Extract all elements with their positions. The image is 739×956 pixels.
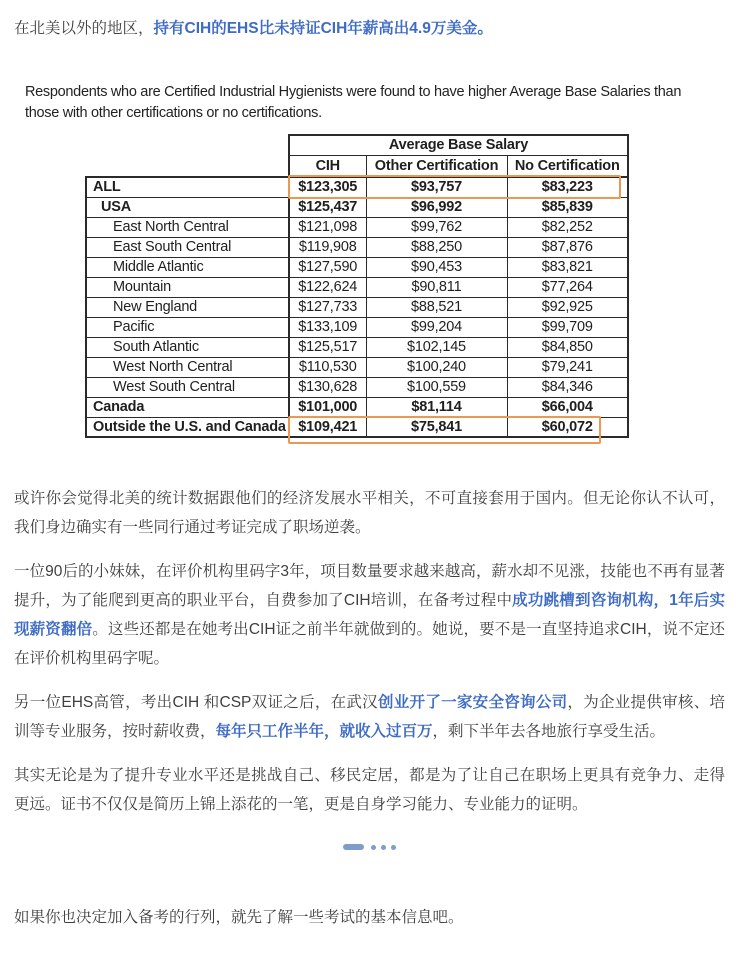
- body-text: 在北美以外的地区，: [14, 20, 154, 37]
- body-text: 其实无论是为了提升专业水平还是挑战自己、移民定居，都是为了让自己在职场上更具有竞争力、走得更远。证书不仅仅是简历上锦上添花的一笔，更是自身学习能力、专业能力的证明。: [14, 767, 725, 813]
- table-row: [86, 397, 628, 417]
- region-label: West North Central: [86, 357, 289, 377]
- region-label: East South Central: [86, 237, 289, 257]
- salary-value: $127,733: [289, 297, 366, 317]
- region-label: West South Central: [86, 377, 289, 397]
- salary-value: $88,521: [366, 297, 507, 317]
- salary-value: $93,757: [366, 177, 507, 197]
- body-text: 。这些还都是在她考出CIH证之前半年就做到的。她说，要不是一直坚持追求CIH，说不定还在评价机构里码字呢。: [14, 621, 725, 667]
- table-row: [86, 417, 628, 437]
- salary-value: $77,264: [507, 277, 628, 297]
- salary-value: $66,004: [507, 397, 628, 417]
- divider-dash-icon: [343, 844, 364, 850]
- table-row: [86, 297, 628, 317]
- section-divider: [14, 843, 725, 851]
- salary-value: $84,346: [507, 377, 628, 397]
- salary-value: $87,876: [507, 237, 628, 257]
- salary-value: $109,421: [289, 417, 366, 437]
- salary-value: $110,530: [289, 357, 366, 377]
- salary-value: $84,850: [507, 337, 628, 357]
- salary-value: $90,453: [366, 257, 507, 277]
- salary-value: $82,252: [507, 217, 628, 237]
- salary-value: $130,628: [289, 377, 366, 397]
- salary-value: $100,559: [366, 377, 507, 397]
- salary-value: $101,000: [289, 397, 366, 417]
- salary-value: $127,590: [289, 257, 366, 277]
- salary-value: $92,925: [507, 297, 628, 317]
- paragraph: [14, 688, 725, 746]
- table-row: [86, 277, 628, 297]
- column-header-cih: CIH: [289, 155, 366, 177]
- table-group-header-row: [86, 135, 628, 155]
- salary-value: $121,098: [289, 217, 366, 237]
- salary-table: [85, 134, 629, 438]
- emphasis-text: 每年只工作半年，就收入过百万: [215, 723, 433, 740]
- region-label: Pacific: [86, 317, 289, 337]
- region-label: South Atlantic: [86, 337, 289, 357]
- divider-dot-icon: [371, 845, 376, 850]
- table-row: [86, 237, 628, 257]
- region-label: USA: [86, 197, 289, 217]
- region-label: Canada: [86, 397, 289, 417]
- lead-paragraph: [14, 14, 725, 43]
- salary-value: $99,204: [366, 317, 507, 337]
- paragraph: [14, 557, 725, 673]
- table-row: [86, 217, 628, 237]
- figure-caption: Respondents who are Certified Industrial Hygienists were found to have higher Average Base Salaries than those with other certifications or no certifications.: [25, 84, 682, 121]
- table-group-header: Average Base Salary: [289, 135, 628, 155]
- table-column-header-row: [86, 155, 628, 177]
- table-row: [86, 377, 628, 397]
- salary-value: $123,305: [289, 177, 366, 197]
- salary-value: $99,709: [507, 317, 628, 337]
- body-text: ，为企业提供审核、培训等专业服务，按时薪收费，: [14, 694, 725, 740]
- emphasis-text: 持有CIH的EHS比未持证CIH年薪高出4.9万美金。: [153, 20, 493, 37]
- body-text: ，剩下半年去各地旅行享受生活。: [432, 723, 666, 740]
- blank-header-cell: [86, 155, 289, 177]
- salary-value: $119,908: [289, 237, 366, 257]
- salary-table-wrap: [85, 134, 645, 438]
- region-label: Outside the U.S. and Canada: [86, 417, 289, 437]
- table-row: [86, 197, 628, 217]
- blank-header-cell: [86, 135, 289, 155]
- table-row: [86, 337, 628, 357]
- salary-value: $81,114: [366, 397, 507, 417]
- salary-value: $125,517: [289, 337, 366, 357]
- body-text: 如果你也决定加入备考的行列，就先了解一些考试的基本信息吧。: [14, 909, 464, 926]
- column-header-no-certification: No Certification: [507, 155, 628, 177]
- emphasis-text: 创业开了一家安全咨询公司: [377, 694, 568, 711]
- region-label: Middle Atlantic: [86, 257, 289, 277]
- salary-value: $102,145: [366, 337, 507, 357]
- table-row: [86, 357, 628, 377]
- salary-table-body: [86, 177, 628, 437]
- salary-value: $83,821: [507, 257, 628, 277]
- salary-value: $96,992: [366, 197, 507, 217]
- table-row: [86, 177, 628, 197]
- article-paragraphs: [14, 484, 725, 819]
- salary-value: $122,624: [289, 277, 366, 297]
- table-row: [86, 257, 628, 277]
- closing-paragraph: [14, 903, 725, 932]
- salary-value: $90,811: [366, 277, 507, 297]
- salary-value: $85,839: [507, 197, 628, 217]
- salary-value: $125,437: [289, 197, 366, 217]
- emphasis-text: 成功跳槽到咨询机构，1年后实现薪资翻倍: [14, 592, 726, 638]
- salary-value: $99,762: [366, 217, 507, 237]
- divider-dot-icon: [381, 845, 386, 850]
- salary-value: $133,109: [289, 317, 366, 337]
- body-text: 另一位EHS高管，考出CIH 和CSP双证之后，在武汉: [14, 694, 378, 711]
- salary-value: $83,223: [507, 177, 628, 197]
- salary-figure: [14, 82, 725, 438]
- body-text: 一位90后的小妹妹，在评价机构里码字3年，项目数量要求越来越高，薪水却不见涨，技能也不再有显著提升，为了能爬到更高的职业平台，自费参加了CIH培训，在备考过程中: [14, 563, 725, 609]
- salary-value: $88,250: [366, 237, 507, 257]
- salary-value: $100,240: [366, 357, 507, 377]
- paragraph: [14, 484, 725, 542]
- salary-value: $75,841: [366, 417, 507, 437]
- paragraph: [14, 761, 725, 819]
- region-label: East North Central: [86, 217, 289, 237]
- salary-value: $60,072: [507, 417, 628, 437]
- column-header-other-certification: Other Certification: [366, 155, 507, 177]
- divider-dot-icon: [391, 845, 396, 850]
- region-label: ALL: [86, 177, 289, 197]
- region-label: Mountain: [86, 277, 289, 297]
- region-label: New England: [86, 297, 289, 317]
- salary-value: $79,241: [507, 357, 628, 377]
- table-row: [86, 317, 628, 337]
- body-text: 或许你会觉得北美的统计数据跟他们的经济发展水平相关，不可直接套用于国内。但无论你认不认可，我们身边确实有一些同行通过考证完成了职场逆袭。: [14, 490, 725, 536]
